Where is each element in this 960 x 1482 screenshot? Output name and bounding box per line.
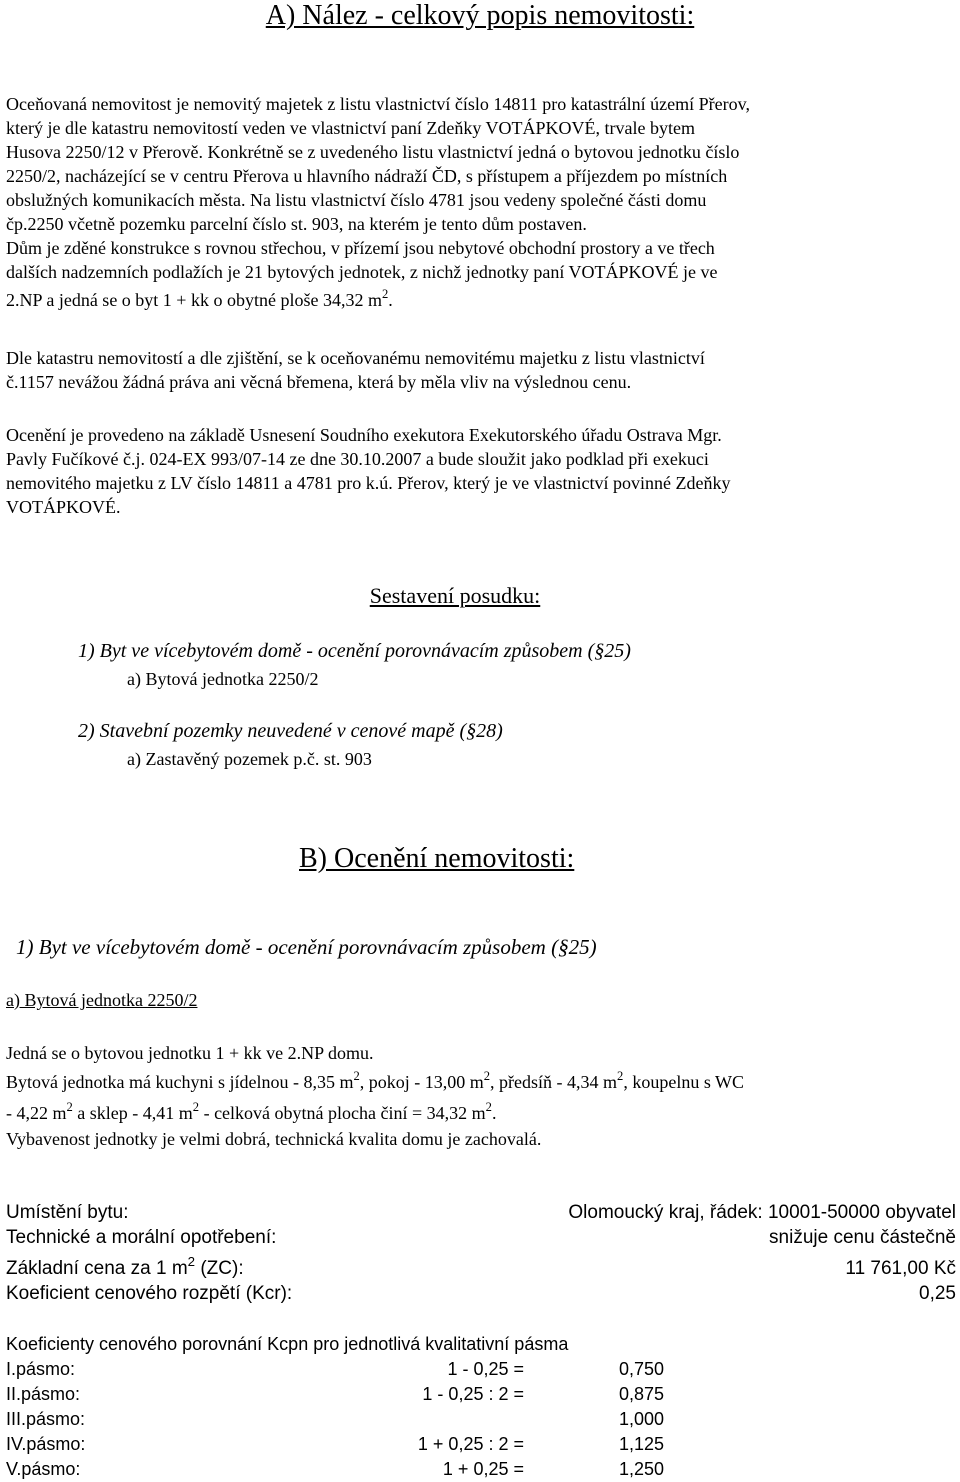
rights-line: č.1157 nevážou žádná práva ani věcná břemena, která by měla vliv na výslednou cenu. [6,372,632,392]
basis-paragraph [6,423,956,519]
zone-name: V.pásmo: [6,1459,81,1479]
param-label: Technické a morální opotřebení: [6,1227,277,1248]
section1-title: 1) Byt ve vícebytovém domě - ocenění porovnávacím způsobem (§25) [16,935,597,959]
basis-line: Ocenění je provedeno na základě Usnesení Soudního exekutora Exekutorského úřadu Ostrava Mgr. [6,425,722,445]
zone-name: II.pásmo: [6,1384,81,1404]
param-value: snižuje cenu částečně [769,1227,956,1248]
intro-line: Dům je zděné konstrukce s rovnou střechou, v přízemí jsou nebytové obchodní prostory a ve třech [6,238,715,258]
intro-last-line: 2.NP a jedná se o byt 1 + kk o obytné ploše 34,32 $m^2$. [6,287,393,310]
zone-name: I.pásmo: [6,1359,76,1379]
param-value: 11 761,00 Kč [845,1258,956,1279]
param-value: Olomoucký kraj, řádek: 10001-50000 obyvatel [568,1202,956,1223]
outline-item-2a: a) Zastavěný pozemek p.č. st. 903 [127,749,372,769]
outline-item-2: 2) Stavební pozemky neuvedené v cenové mapě (§28) [78,720,503,742]
param-label: Umístění bytu: [6,1202,129,1223]
unit-desc-4: Vybavenost jednotky je velmi dobrá, technická kvalita domu je zachovalá. [6,1129,542,1149]
intro-line: Oceňovaná nemovitost je nemovitý majetek z listu vlastnictví číslo 14811 pro katastrální území Přerov, [6,94,750,114]
outline-item-1a: a) Bytová jednotka 2250/2 [127,669,319,689]
intro-paragraph [6,92,956,312]
intro-line: Husova 2250/12 v Přerově. Konkrétně se z uvedeného listu vlastnictví jedná o bytovou jednotku číslo [6,142,740,162]
intro-line: který je dle katastru nemovitostí veden ve vlastnictví paní Zdeňky VOTÁPKOVÉ, trvale bytem [6,118,696,138]
zone-value: 1,125 [618,1434,664,1454]
rights-line: Dle katastru nemovitostí a dle zjištění, se k oceňovanému nemovitému majetku z listu vlastnictví [6,348,705,368]
heading-b: B) Ocenění nemovitosti: [299,843,575,874]
heading-a: A) Nález - celkový popis nemovitosti: [265,0,695,31]
param-value: 0,25 [919,1283,956,1304]
zone-value: 0,875 [618,1384,664,1404]
zone-value: 1,250 [618,1459,664,1479]
zone-name: IV.pásmo: [6,1434,86,1454]
zone-formula: 1 + 0,25 : 2 = [417,1434,524,1454]
outline-item-1: 1) Byt ve vícebytovém domě - ocenění porovnávacím způsobem (§25) [78,640,631,662]
zone-formula: 1 + 0,25 = [442,1459,524,1479]
basis-line: Pavly Fučíkové č.j. 024-EX 993/07-14 ze dne 30.10.2007 a bude sloužit jako podklad při exekuci [6,449,709,469]
zone-formula: 1 - 0,25 : 2 = [422,1384,524,1404]
sestaveni-title: Sestavení posudku: [369,583,541,608]
unit-desc-3: - 4,22 $m^2$ a sklep - 4,41 $m^2$ - celková obytná plocha činí = 34,32 $m^2$. [6,1100,497,1123]
param-label: Základní cena za 1 $m^2$ (ZC): [6,1254,244,1279]
intro-line: 2250/2, nacházející se v centru Přerova u hlavního nádraží ČD, s přístupem a příjezdem po místních [6,166,728,186]
zones-title: Koeficienty cenového porovnání Kcpn pro jednotlivá kvalitativní pásma [6,1334,569,1354]
basis-line: VOTÁPKOVÉ. [6,497,121,517]
unit-desc-1: Jedná se o bytovou jednotku 1 + kk ve 2.NP domu. [6,1043,374,1063]
zone-formula: 1 - 0,25 = [447,1359,524,1379]
intro-line: čp.2250 včetně pozemku parcelní číslo st. 903, na kterém je tento dům postaven. [6,214,587,234]
rights-paragraph [6,346,956,394]
intro-line: obslužných komunikacích města. Na listu vlastnictví číslo 4781 jsou vedeny společné části domu [6,190,707,210]
intro-line: dalších nadzemních podlažích je 21 bytových jednotek, z nichž jednotky paní VOTÁPKOVÉ je ve [6,262,718,282]
basis-line: nemovitého majetku z LV číslo 14811 a 4781 pro k.ú. Přerov, který je ve vlastnictví povinné Zdeňky [6,473,731,493]
param-label: Koeficient cenového rozpětí (Kcr): [6,1283,293,1304]
unit-desc-2: Bytová jednotka má kuchyni s jídelnou - 8,35 $m^2$, pokoj - 13,00 $m^2$, předsíň - 4,34 $m^2$, koupelnu s WC [6,1069,744,1092]
subsection-a-title: a) Bytová jednotka 2250/2 [6,990,198,1010]
zone-value: 1,000 [618,1409,664,1429]
zone-name: III.pásmo: [6,1409,86,1429]
zone-value: 0,750 [618,1359,664,1379]
